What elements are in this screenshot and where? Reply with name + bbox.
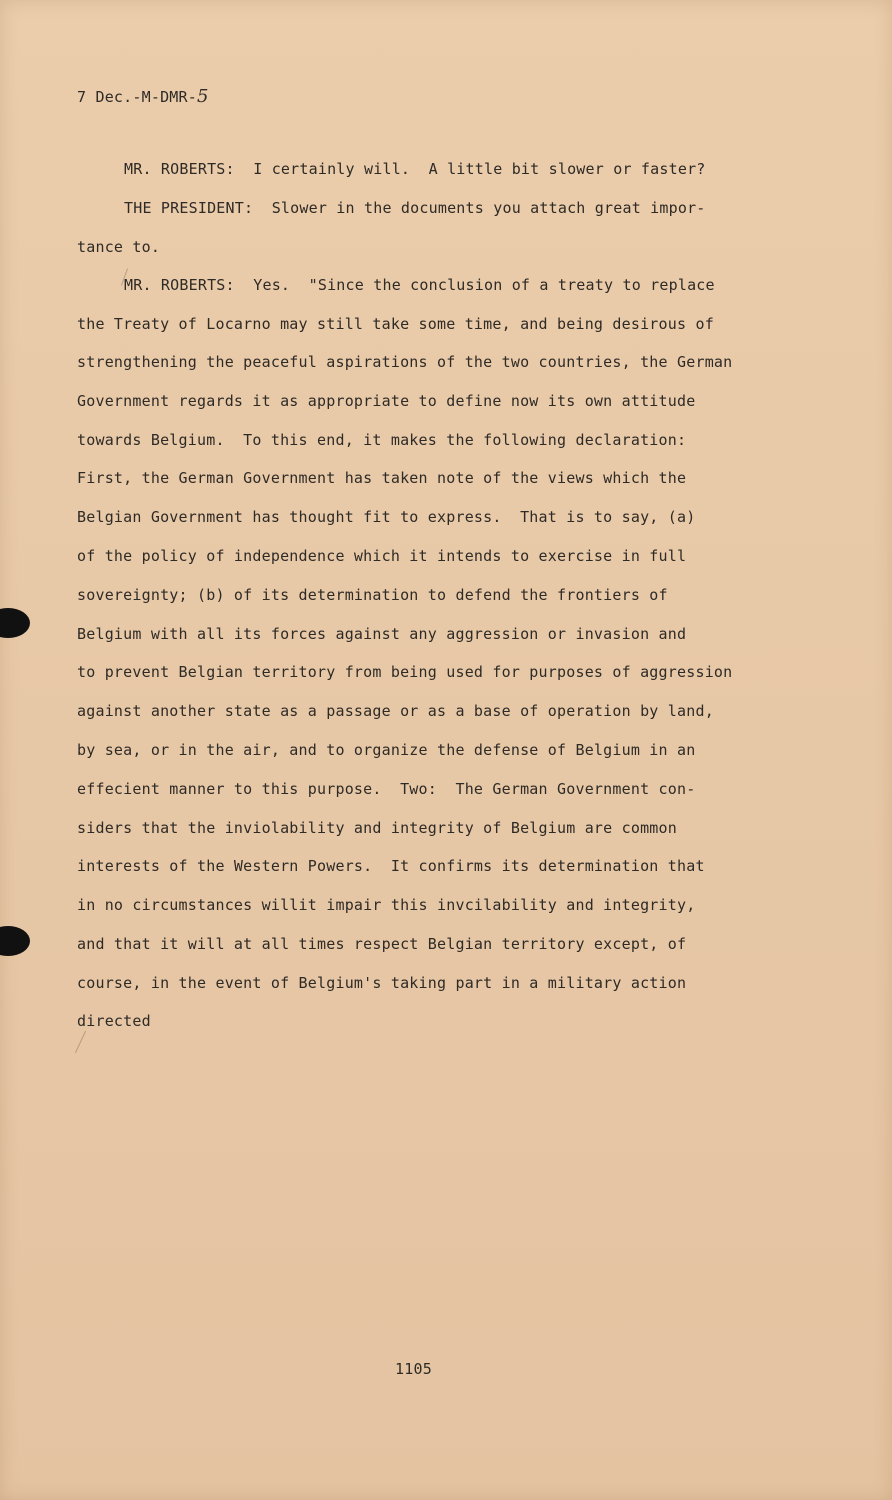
transcript-line: of the policy of independence which it intends to exercise in full — [77, 547, 687, 565]
transcript-line: by sea, or in the air, and to organize the defense of Belgium in an — [77, 741, 696, 759]
stray-mark — [75, 1031, 86, 1053]
header-prefix: 7 Dec.-M-DMR- — [77, 88, 197, 106]
punch-hole — [0, 608, 30, 638]
transcript-line: MR. ROBERTS: I certainly will. A little bit slower or faster? — [124, 160, 706, 178]
transcript-line: siders that the inviolability and integrity of Belgium are common — [77, 819, 677, 837]
transcript-line: towards Belgium. To this end, it makes the following declaration: — [77, 431, 687, 449]
header-handwritten-number: 5 — [197, 86, 209, 107]
transcript-line: and that it will at all times respect Belgian territory except, of — [77, 935, 687, 953]
transcript-line: MR. ROBERTS: Yes. "Since the conclusion of a treaty to replace — [124, 276, 715, 294]
transcript-line: in no circumstances willit impair this invcilability and integrity, — [77, 896, 696, 914]
transcript-line: to prevent Belgian territory from being used for purposes of aggression — [77, 663, 733, 681]
punch-hole — [0, 926, 30, 956]
transcript-line: effecient manner to this purpose. Two: The German Government con- — [77, 780, 696, 798]
transcript-line: strengthening the peaceful aspirations of the two countries, the German — [77, 353, 733, 371]
transcript-line: interests of the Western Powers. It confirms its determination that — [77, 857, 705, 875]
transcript-line: First, the German Government has taken note of the views which the — [77, 469, 687, 487]
transcript-line: against another state as a passage or as a base of operation by land, — [77, 702, 714, 720]
transcript-line: Belgium with all its forces against any aggression or invasion and — [77, 625, 687, 643]
transcript-line: Belgian Government has thought fit to express. That is to say, (a) — [77, 508, 696, 526]
page-header — [77, 86, 209, 107]
transcript-line: the Treaty of Locarno may still take some time, and being desirous of — [77, 315, 714, 333]
page-number: 1105 — [395, 1360, 432, 1378]
transcript-line: course, in the event of Belgium's taking part in a military action — [77, 974, 687, 992]
transcript-line: directed — [77, 1012, 151, 1030]
transcript-line: sovereignty; (b) of its determination to defend the frontiers of — [77, 586, 668, 604]
transcript-line: tance to. — [77, 238, 161, 256]
transcript-line: Government regards it as appropriate to define now its own attitude — [77, 392, 696, 410]
transcript-line: THE PRESIDENT: Slower in the documents you attach great impor- — [124, 199, 706, 217]
